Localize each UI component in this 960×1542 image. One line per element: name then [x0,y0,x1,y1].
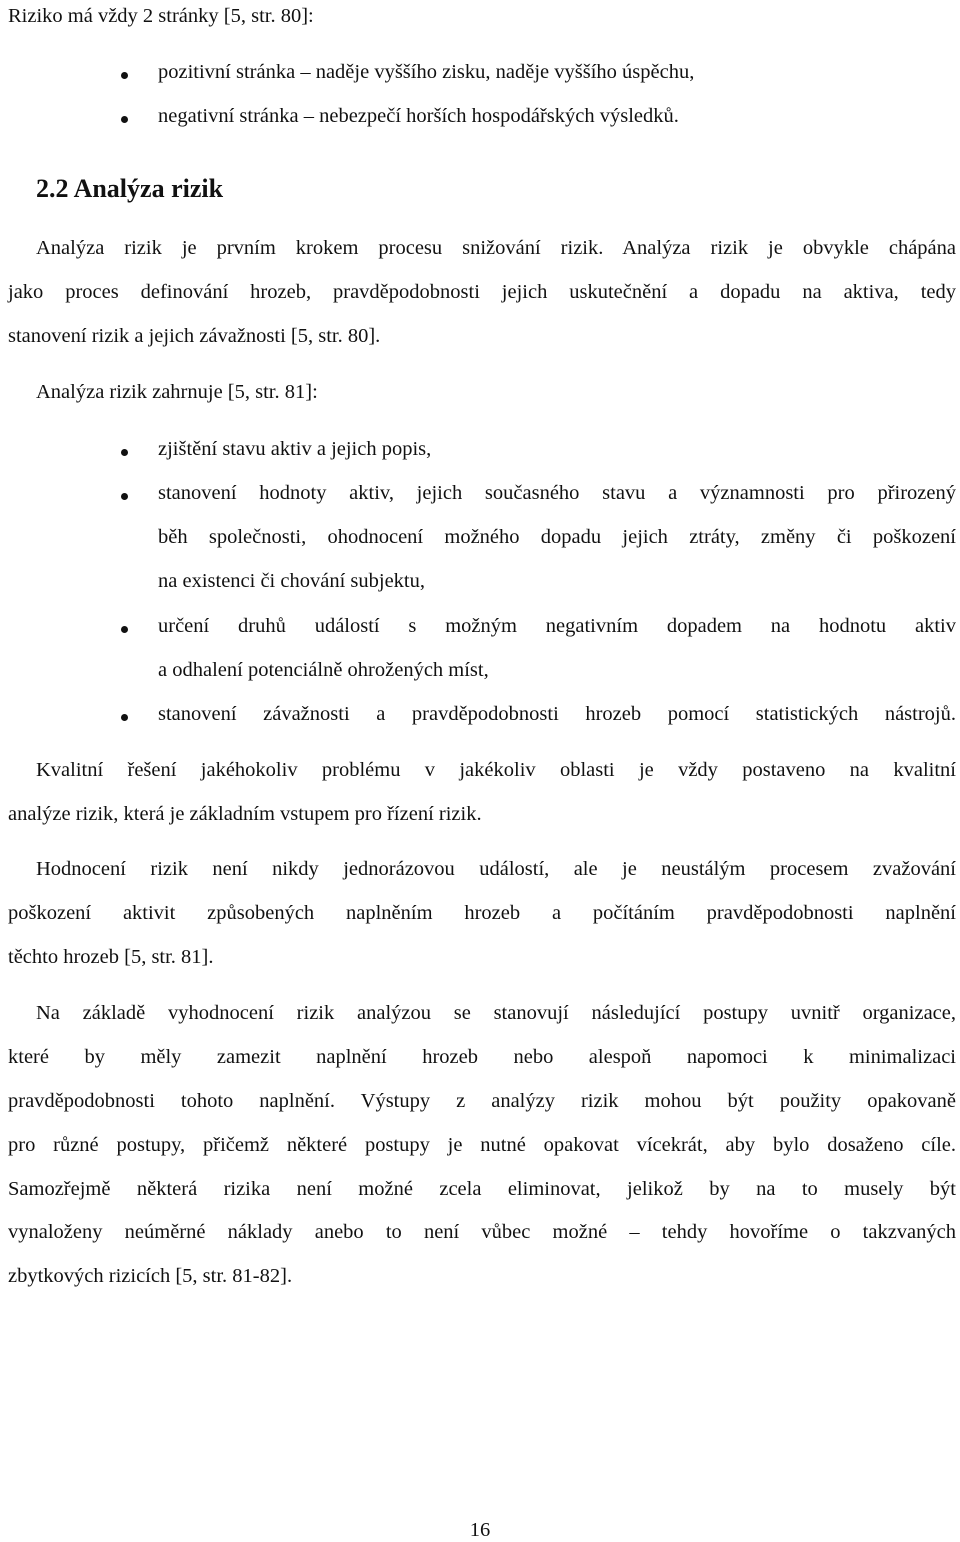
list-item-continuation: na existenci či chování subjektu, [158,570,425,592]
section-heading: 2.2 Analýza rizik [36,174,224,203]
analysis-includes-text: Analýza rizik zahrnuje [5, str. 81]: [36,381,318,403]
list-item: negativní stránka – nebezpečí horších hospodářských výsledků. [158,105,679,127]
paragraph-line: poškození aktivit způsobených naplněním hrozeb a počítáním pravděpodobnosti naplnění [8,902,956,924]
list-item: pozitivní stránka – naděje vyššího zisku, naděje vyššího úspěchu, [158,61,695,83]
page-number: 16 [469,1519,491,1541]
bullet-icon [121,626,128,633]
list-item: stanovení závažnosti a pravděpodobnosti hrozeb pomocí statistických nástrojů. [158,703,956,725]
paragraph-line: pravděpodobnosti tohoto naplnění. Výstupy z analýzy rizik mohou být použity opakovaně [8,1090,956,1112]
paragraph-line: pro různé postupy, přičemž některé postupy je nutné opakovat vícekrát, aby bylo dosaženo cíle. [8,1134,956,1156]
paragraph-line: Hodnocení rizik není nikdy jednorázovou událostí, ale je neustálým procesem zvažování [36,858,956,880]
bullet-icon [121,493,128,500]
paragraph-line: Na základě vyhodnocení rizik analýzou se stanovují následující postupy uvnitř organizace, [36,1002,956,1024]
bullet-icon [121,449,128,456]
paragraph-line: které by měly zamezit naplnění hrozeb nebo alespoň napomoci k minimalizaci [8,1046,956,1068]
bullet-icon [121,714,128,721]
list-item: zjištění stavu aktiv a jejich popis, [158,438,432,460]
list-item-continuation: a odhalení potenciálně ohrožených míst, [158,659,489,681]
paragraph-line: vynaloženy neúměrné náklady anebo to není vůbec možné – tehdy hovoříme o takzvaných [8,1221,956,1243]
paragraph-line: analýze rizik, která je základním vstupem pro řízení rizik. [8,803,482,825]
paragraph-line: těchto hrozeb [5, str. 81]. [8,946,214,968]
paragraph-line: Samozřejmě některá rizika není možné zcela eliminovat, jelikož by na to musely být [8,1178,956,1200]
paragraph-line: zbytkových rizicích [5, str. 81-82]. [8,1265,293,1287]
intro-text: Riziko má vždy 2 stránky [5, str. 80]: [8,5,314,27]
bullet-icon [121,72,128,79]
paragraph-line: Analýza rizik je prvním krokem procesu snižování rizik. Analýza rizik je obvykle chápána [36,237,956,259]
paragraph-line: jako proces definování hrozeb, pravděpodobnosti jejich uskutečnění a dopadu na aktiva, tedy [8,281,956,303]
list-item: určení druhů událostí s možným negativním dopadem na hodnotu aktiv [158,615,956,637]
paragraph-line: stanovení rizik a jejich závažnosti [5, str. 80]. [8,325,381,347]
bullet-icon [121,116,128,123]
list-item: stanovení hodnoty aktiv, jejich současného stavu a významnosti pro přirozený [158,482,956,504]
list-item-continuation: běh společnosti, ohodnocení možného dopadu jejich ztráty, změny či poškození [158,526,956,548]
paragraph-line: Kvalitní řešení jakéhokoliv problému v jakékoliv oblasti je vždy postaveno na kvalitní [36,759,956,781]
